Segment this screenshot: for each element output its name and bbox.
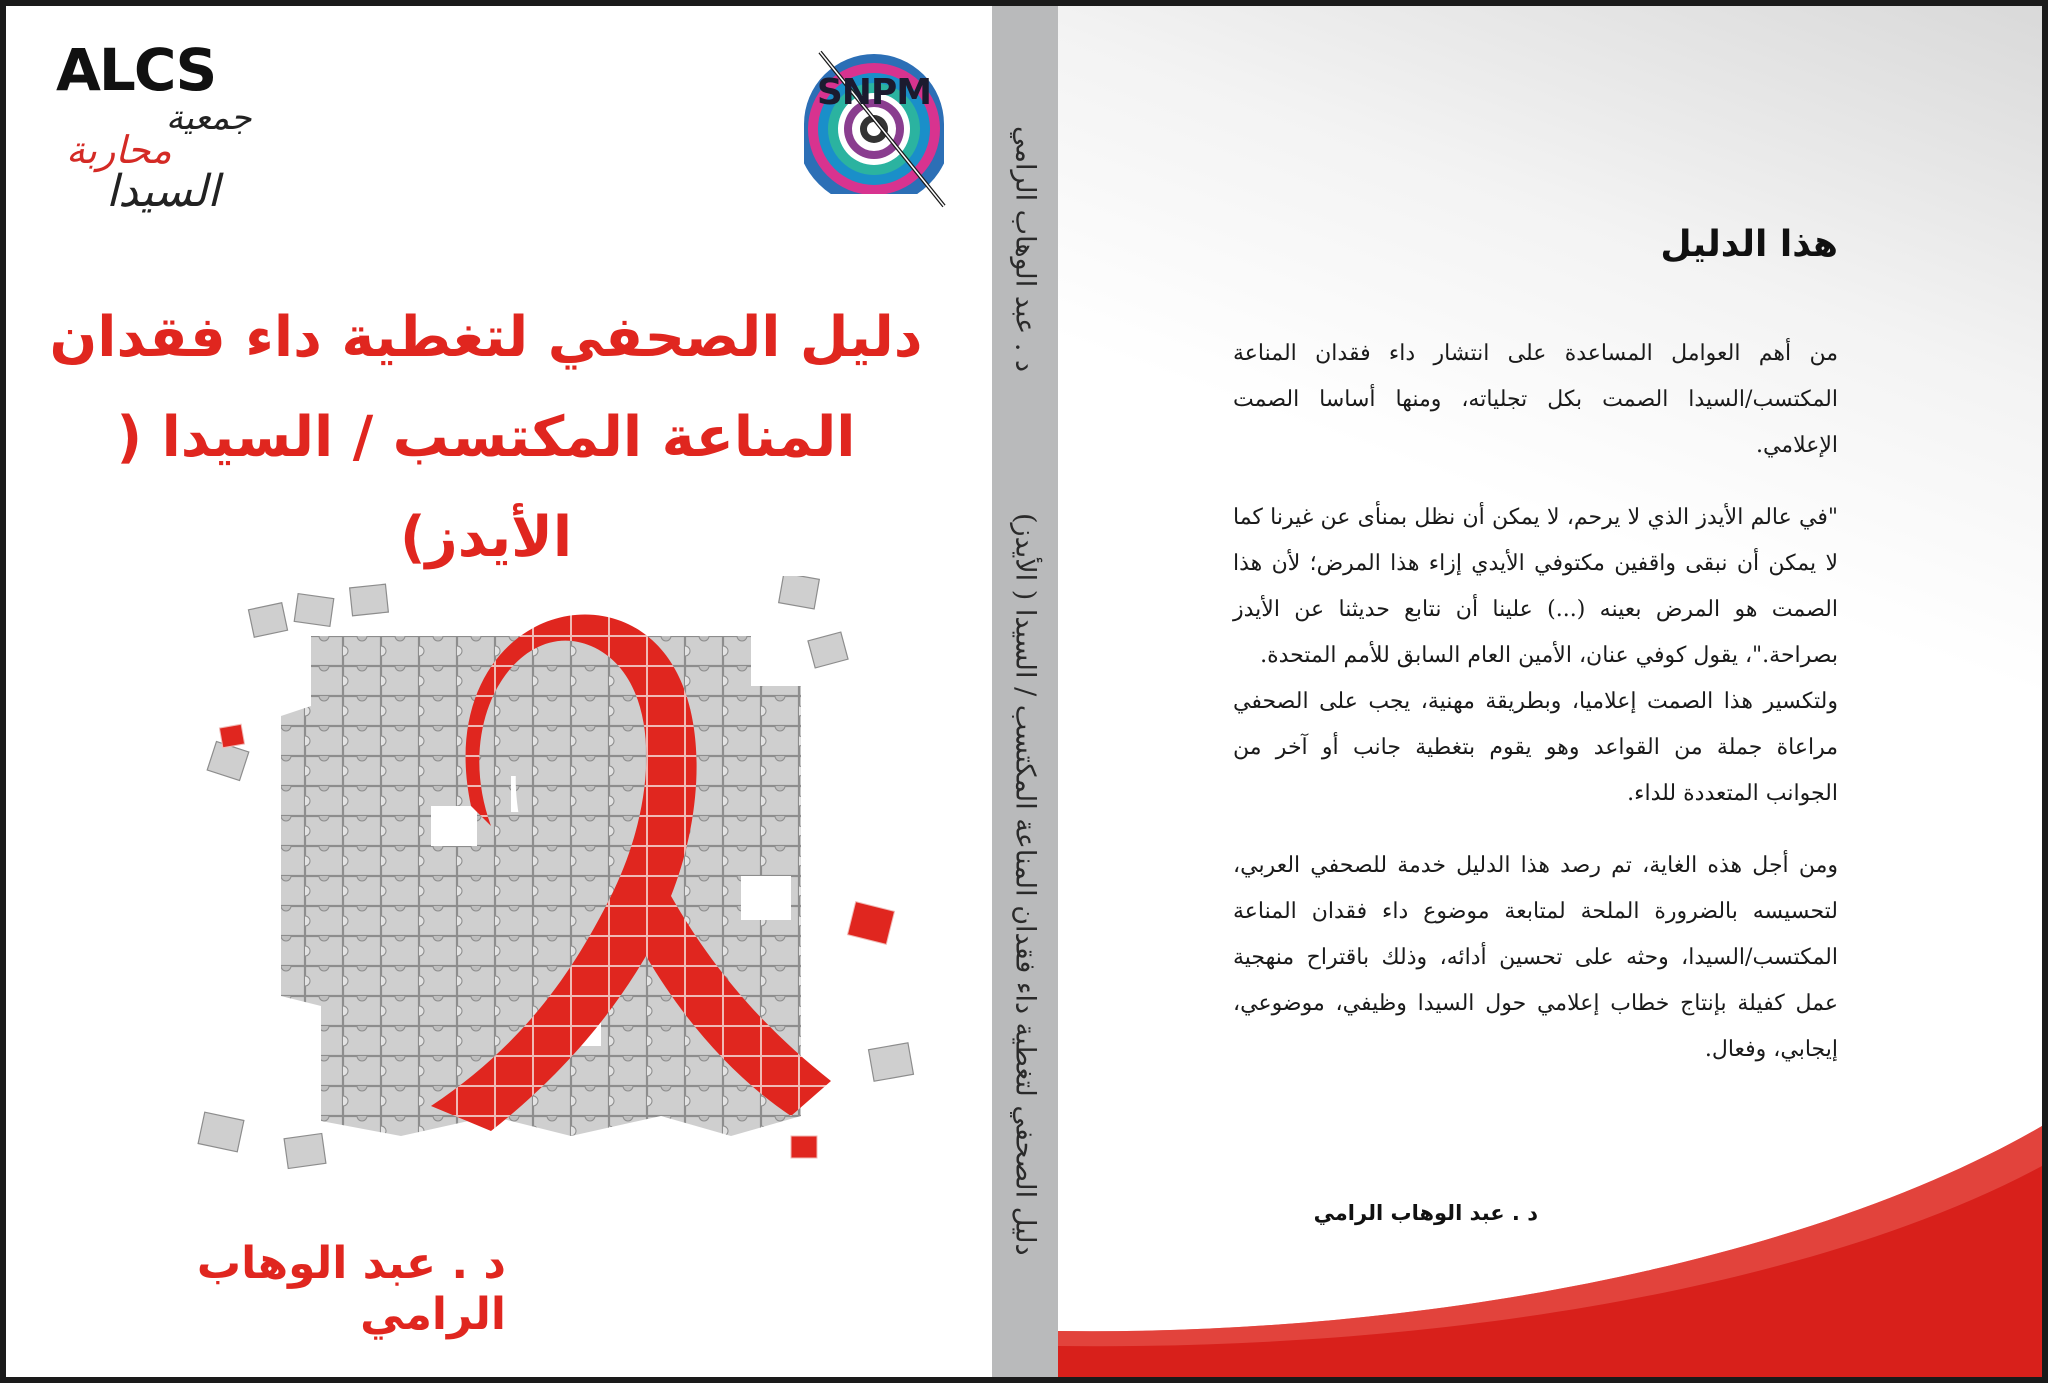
front-cover bbox=[6, 6, 992, 1377]
snpm-emblem-icon bbox=[794, 44, 964, 214]
back-paragraph-2: "في عالم الأيدز الذي لا يرحم، لا يمكن أن نظل بمنأى عن غيرنا كما لا يمكن أن نبقى واقفين مكتوفي الأيدي إزاء هذا المرض؛ لأن هذا الصمت هو المرض بعينه (...) علينا أن نتابع حديثنا عن الأيدز بصراحة."، يقول كوفي عنان، الأمين العام السابق للأمم المتحدة. bbox=[1233, 505, 1838, 668]
spine-author: د . عبد الوهاب الرامي bbox=[1009, 126, 1041, 373]
back-cover-heading: هذا الدليل bbox=[1660, 224, 1838, 265]
book-cover-spread bbox=[6, 6, 2042, 1377]
snpm-logo-wordmark: SNPM bbox=[816, 72, 932, 113]
spine-title: دليل الصحفي لتغطية داء فقدان المناعة المكتسب / السيدا ( الأيدز) bbox=[1009, 513, 1041, 1256]
spine-text bbox=[992, 126, 1058, 1256]
front-cover-title bbox=[46, 288, 926, 588]
alcs-logo-arabic-line-2: محاربة bbox=[66, 128, 172, 172]
front-title-line-2: المناعة المكتسب / السيدا ( الأيدز) bbox=[116, 405, 856, 570]
alcs-logo-arabic-line-3: السيدا bbox=[106, 166, 220, 217]
snpm-logo bbox=[794, 44, 964, 214]
alcs-logo bbox=[46, 36, 252, 217]
back-paragraph-3: ولتكسير هذا الصمت إعلاميا، وبطريقة مهنية، يجب على الصحفي مراعاة جملة من القواعد وهو يقوم بتغطية جانب أو آخر من الجوانب المتعددة للداء. bbox=[1233, 689, 1838, 806]
back-cover bbox=[1058, 6, 2042, 1377]
front-title-line-1: دليل الصحفي لتغطية داء فقدان bbox=[49, 305, 923, 370]
alcs-logo-wordmark: ALCS bbox=[56, 36, 216, 104]
back-paragraph-1: من أهم العوامل المساعدة على انتشار داء فقدان المناعة المكتسب/السيدا الصمت بكل تجلياته، ومنها أساسا الصمت الإعلامي. bbox=[1233, 341, 1838, 458]
back-cover-body bbox=[1233, 331, 1838, 1099]
back-paragraph-4: ومن أجل هذه الغاية، تم رصد هذا الدليل خدمة للصحفي العربي، لتحسيسه بالضرورة الملحة لمتابعة موضوع داء فقدان المناعة المكتسب/السيدا، وحثه على تحسين أدائه، وذلك باقتراح منهجية عمل كفيلة بإنتاج خطاب إعلامي حول السيدا وظيفي، موضوعي، إيجابي، وفعال. bbox=[1233, 853, 1838, 1062]
front-cover-author: د . عبد الوهاب الرامي bbox=[196, 1238, 506, 1340]
puzzle-ribbon-illustration bbox=[191, 576, 971, 1196]
alcs-logo-arabic-line-1: جمعية bbox=[166, 98, 252, 138]
back-cover-signature: د . عبد الوهاب الرامي bbox=[1313, 1201, 1538, 1225]
